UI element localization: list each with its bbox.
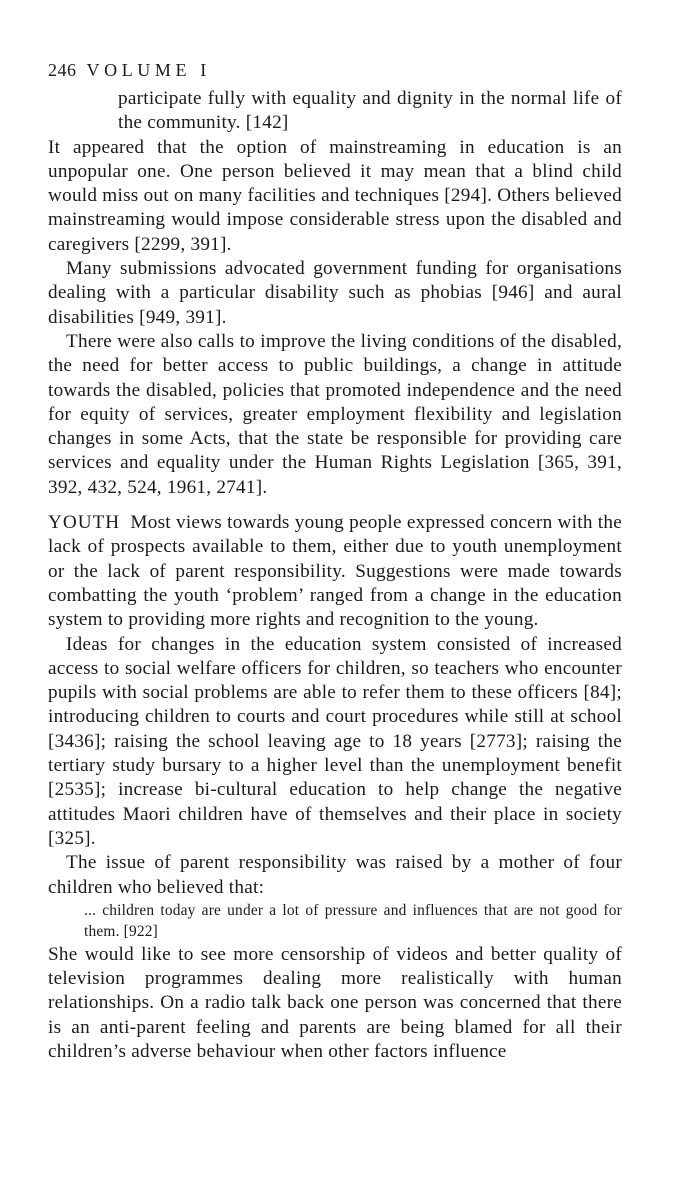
paragraph-mainstreaming: It appeared that the option of mainstreaming in education is an unpopular one. One person believed it may mean that a blind child would miss out on many facilities and techniques [294]. Others believed mainstreaming would impose considerable stress upon the disabled and caregivers [2299, 391]. <box>48 136 622 255</box>
volume-label: VOLUME I <box>86 60 211 80</box>
paragraph-youth <box>48 511 622 632</box>
paragraph-funding: Many submissions advocated government funding for organisations dealing with a particular disability such as phobias [946] and aural disabilities [949, 391]. <box>48 258 622 328</box>
page-number: 246 <box>48 60 77 80</box>
document-page <box>48 58 622 1064</box>
quote-continuation: participate fully with equality and dignity in the normal life of the community. [142] <box>118 88 622 134</box>
paragraph-parent-responsibility: The issue of parent responsibility was raised by a mother of four children who believed that: <box>48 852 622 898</box>
paragraph-education-changes: Ideas for changes in the education system consisted of increased access to social welfare officers for children, so teachers who encounter pupils with social problems are able to refer them to these officers [84]; introducing children to courts and court procedures while still at school [3436]; raising the school leaving age to 18 years [2773]; raising the tertiary study bursary to a higher level than the unemployment benefit [2535]; increase bi-cultural education to help change the negative attitudes Maori children have of themselves and their place in society [325]. <box>48 633 622 849</box>
block-quote: ... children today are under a lot of pressure and influences that are not good for them. [922] <box>84 901 622 941</box>
section-heading-youth: YOUTH <box>48 512 121 534</box>
paragraph-living-conditions: There were also calls to improve the living conditions of the disabled, the need for better access to public buildings, a change in attitude towards the disabled, policies that promoted independence and the need for equity of services, greater employment flexibility and legislation changes in some Acts, that the state be responsible for providing care services and equality under the Human Rights Legislation [365, 391, 392, 432, 524, 1961, 2741]. <box>48 330 622 498</box>
paragraph-censorship: She would like to see more censorship of videos and better quality of television programmes dealing more realistically with human relationships. On a radio talk back one person was concerned that there is an anti-parent feeling and parents are being blamed for all their children’s adverse behaviour when other factors influence <box>48 943 622 1062</box>
youth-intro-text: Most views towards young people expressed concern with the lack of prospects available to them, either due to youth unemployment or the lack of parent responsibility. Suggestions were made towards combatting the youth ‘problem’ ranged from a change in the education system to providing more rights and recognition to the young. <box>48 512 622 631</box>
running-head <box>48 58 622 82</box>
